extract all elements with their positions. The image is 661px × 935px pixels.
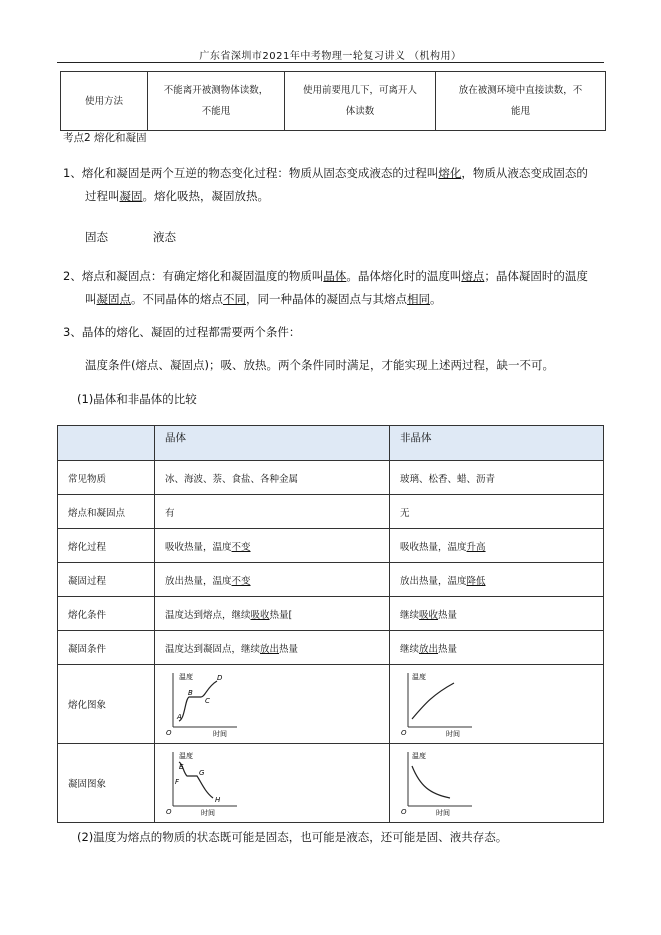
crystal-freezing-graph (165, 748, 245, 818)
thermometer-usage-table (60, 71, 606, 131)
state-solid-label: 固态 (85, 230, 108, 244)
usage-cell-2-line1: 使用前要甩几下，可离开人 (302, 85, 417, 96)
row-label: 熔化过程 (58, 529, 155, 563)
point-D: D (217, 674, 223, 682)
table-row (58, 461, 604, 495)
paragraph-3-line2: 温度条件(熔点、凝固点)；吸、放热。两个条件同时满足，才能实现上述两过程，缺一不可。 (85, 358, 554, 372)
point-E: E (179, 763, 184, 771)
crystal-freezing-graph-cell (155, 744, 390, 823)
amorphous-cell: 放出热量，温度降低 (390, 563, 604, 597)
row-label: 凝固图象 (58, 744, 155, 823)
crystal-comparison-table (57, 425, 604, 823)
row-label: 使用方法 (61, 72, 148, 131)
temp-axis-label: 温度 (179, 673, 193, 681)
paragraph-3-line1: 3、晶体的熔化、凝固的过程都需要两个条件： (63, 325, 301, 339)
paragraph-2-line1: 2、熔点和凝固点：有确定熔化和凝固温度的物质叫晶体。晶体熔化时的温度叫熔点；晶体凝固时的温度 (63, 269, 588, 283)
amorphous-cell: 继续吸收热量 (390, 597, 604, 631)
paragraph-1-line2: 过程叫凝固。熔化吸热，凝固放热。 (85, 189, 269, 203)
time-axis-label: 时间 (446, 730, 460, 738)
point-H: H (215, 796, 221, 804)
subheading-comparison: (1)晶体和非晶体的比较 (77, 392, 197, 406)
origin-label: O (401, 808, 407, 816)
crystal-cell: 放出热量，温度不变 (155, 563, 390, 597)
subheading-melting-point-note: (2)温度为熔点的物质的状态既可能是固态，也可能是液态，还可能是固、液共存态。 (77, 830, 508, 844)
row-label: 熔化图象 (58, 665, 155, 744)
amorphous-cell: 玻璃、松香、蜡、沥青 (390, 461, 604, 495)
amorphous-melting-graph (400, 669, 480, 739)
section-title: 考点2 熔化和凝固 (63, 132, 147, 144)
amorphous-cell: 无 (390, 495, 604, 529)
point-C: C (205, 697, 210, 705)
temp-axis-label: 温度 (412, 673, 426, 681)
header-divider (57, 62, 604, 63)
time-axis-label: 时间 (213, 730, 227, 738)
usage-cell-3 (436, 72, 606, 131)
usage-cell-1-line2: 不能甩 (201, 106, 231, 117)
table-row (58, 529, 604, 563)
table-header-row (58, 426, 604, 461)
paragraph-1-line1: 1、熔化和凝固是两个互逆的物态变化过程：物质从固态变成液态的过程叫熔化，物质从液态变成固态的 (63, 166, 588, 180)
amorphous-cell: 继续放出热量 (390, 631, 604, 665)
point-F: F (175, 778, 180, 786)
header-amorphous: 非晶体 (390, 426, 604, 461)
crystal-cell: 有 (155, 495, 390, 529)
usage-cell-1 (148, 72, 285, 131)
row-label: 凝固条件 (58, 631, 155, 665)
crystal-melting-graph-cell (155, 665, 390, 744)
time-axis-label: 时间 (436, 809, 450, 817)
usage-cell-2 (285, 72, 436, 131)
usage-cell-1-line1: 不能离开被测物体读数， (163, 85, 269, 96)
usage-cell-3-line1: 放在被测环境中直接读数，不 (458, 85, 583, 96)
crystal-melting-graph (165, 669, 245, 739)
page-header: 广东省深圳市2021年中考物理一轮复习讲义 （机构用） (199, 51, 462, 62)
row-label: 常见物质 (58, 461, 155, 495)
origin-label: O (166, 729, 172, 737)
state-liquid-label: 液态 (153, 230, 176, 244)
amorphous-freezing-graph (400, 748, 480, 818)
crystal-cell: 温度达到凝固点，继续放出热量 (155, 631, 390, 665)
point-B: B (188, 689, 193, 697)
table-row (58, 744, 604, 823)
origin-label: O (166, 808, 172, 816)
header-blank (58, 426, 155, 461)
row-label: 凝固过程 (58, 563, 155, 597)
row-label: 熔点和凝固点 (58, 495, 155, 529)
usage-cell-2-line2: 体读数 (345, 106, 375, 117)
crystal-cell: 吸收热量，温度不变 (155, 529, 390, 563)
table-row (58, 631, 604, 665)
crystal-cell: 温度达到熔点，继续吸收热量[ (155, 597, 390, 631)
amorphous-cell: 吸收热量，温度升高 (390, 529, 604, 563)
temp-axis-label: 温度 (412, 752, 426, 760)
table-row (58, 665, 604, 744)
row-label: 熔化条件 (58, 597, 155, 631)
amorphous-freezing-graph-cell (390, 744, 604, 823)
table-row (58, 563, 604, 597)
table-row (58, 597, 604, 631)
table-row (58, 495, 604, 529)
temp-axis-label: 温度 (179, 752, 193, 760)
paragraph-2-line2: 叫凝固点。不同晶体的熔点不同，同一种晶体的凝固点与其熔点相同。 (85, 292, 442, 306)
amorphous-melting-graph-cell (390, 665, 604, 744)
crystal-cell: 冰、海波、萘、食盐、各种金属 (155, 461, 390, 495)
header-crystal: 晶体 (155, 426, 390, 461)
point-A: A (177, 713, 182, 721)
time-axis-label: 时间 (201, 809, 215, 817)
point-G: G (199, 769, 205, 777)
usage-cell-3-line2: 能甩 (510, 106, 530, 117)
origin-label: O (401, 729, 407, 737)
